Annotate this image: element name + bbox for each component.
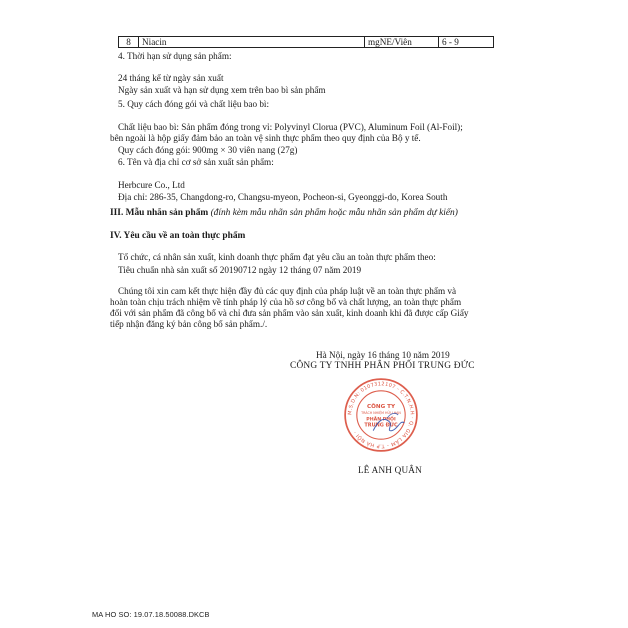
food-safety-statement: Tổ chức, cá nhân sản xuất, kinh doanh thực phẩm đạt yêu cầu an toàn thực phẩm theo: — [118, 252, 436, 262]
section-5-heading: 5. Quy cách đóng gói và chất liệu bao bì: — [118, 99, 270, 109]
signing-date: Hà Nội, ngày 16 tháng 10 năm 2019 — [316, 350, 450, 360]
manufacturer-address: Địa chỉ: 286-35, Changdong-ro, Changsu-myeon, Pocheon-si, Gyeonggi-do, Korea South — [118, 192, 448, 202]
nutrient-unit: mgNE/Viên — [365, 37, 439, 47]
commitment-line-4: tiếp nhận đăng ký bản công bố sản phẩm./. — [110, 319, 268, 329]
section-iv-heading: IV. Yêu cầu về an toàn thực phẩm — [110, 231, 246, 241]
nutrient-table-row — [118, 36, 494, 48]
company-seal-icon — [342, 376, 420, 454]
date-location-text: Ngày sản xuất và hạn sử dụng xem trên bao bì sản phẩm — [118, 85, 326, 95]
nutrient-name: Niacin — [139, 37, 365, 47]
section-4-heading: 4. Thời hạn sử dụng sản phẩm: — [118, 51, 232, 61]
seal-line-1: CÔNG TY — [366, 403, 396, 410]
manufacturer-standard: Tiêu chuẩn nhà sản xuất số 20190712 ngày 12 tháng 07 năm 2019 — [118, 265, 362, 275]
packaging-material-text-cont: bên ngoài là hộp giấy đảm bảo an toàn vệ sinh thực phẩm theo quy định của Bộ y tế. — [110, 133, 421, 143]
packaging-material-text: Chất liệu bao bì: Sản phẩm đóng trong vỉ: Polyvinyl Clorua (PVC), Aluminum Foil (Al-Foil); — [118, 122, 463, 132]
signer-name: LÊ ANH QUÂN — [358, 465, 422, 475]
nutrient-range: 6 - 9 — [442, 37, 459, 47]
commitment-line-1: Chúng tôi xin cam kết thực hiện đầy đủ các quy định của pháp luật về an toàn thực phẩm và — [118, 286, 457, 296]
section-iii-note: (đính kèm mẫu nhãn sản phẩm hoặc mẫu nhãn sản phẩm dự kiến) — [210, 208, 458, 218]
seal-line-4: TRUNG ĐỨC — [364, 422, 398, 429]
seal-line-3: PHÂN PHỐI — [366, 417, 396, 423]
commitment-line-3: đối với sản phẩm đã công bố và chỉ đưa sản phẩm vào sản xuất, kinh doanh khi đã được cấp Giấy — [110, 308, 469, 318]
company-name: CÔNG TY TNHH PHÂN PHỐI TRUNG ĐỨC — [290, 361, 475, 371]
shelf-life-text: 24 tháng kể từ ngày sản xuất — [118, 73, 224, 83]
seal-ring-text: M.S.D.N: 0107312107 - C.T.N.H.H · Q. GIA LÂM - T.P HÀ NỘI · — [347, 381, 415, 449]
section-iii-heading: III. Mẫu nhãn sản phẩm — [110, 208, 209, 218]
row-number: 8 — [119, 37, 139, 47]
section-iii — [110, 208, 458, 219]
dossier-code: MA HO SO: 19.07.18.50088.DKCB — [92, 610, 210, 619]
package-spec-text: Quy cách đóng gói: 900mg × 30 viên nang (27g) — [118, 145, 298, 155]
section-6-heading: 6. Tên và địa chỉ cơ sở sản xuất sản phẩm: — [118, 157, 274, 167]
manufacturer-name: Herbcure Co., Ltd — [118, 180, 185, 190]
commitment-line-2: hoàn toàn chịu trách nhiệm về tính pháp lý của hồ sơ công bố và chất lượng, an toàn thực phẩm — [110, 297, 462, 307]
seal-line-2: TRÁCH NHIỆM HỮU HẠN — [361, 411, 401, 416]
